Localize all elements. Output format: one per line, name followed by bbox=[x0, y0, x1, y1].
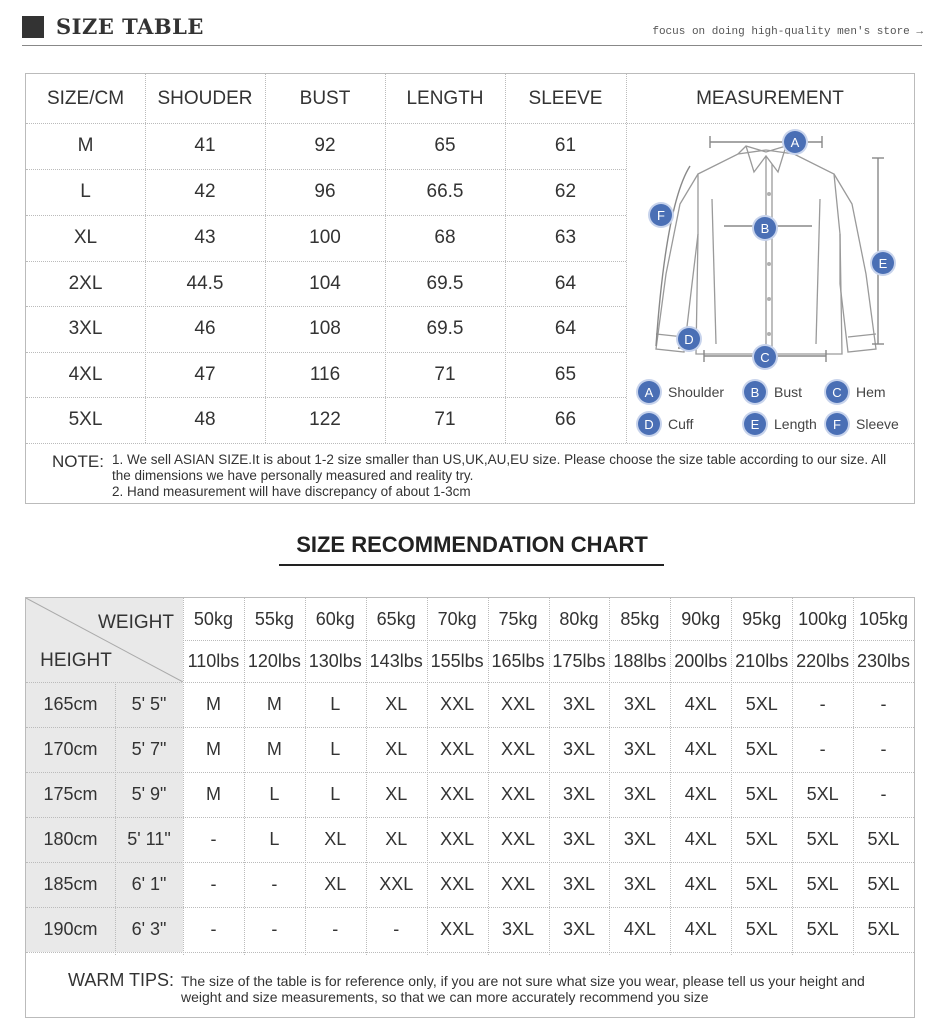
measurement-value: 64 bbox=[554, 272, 577, 294]
recommended-size-cell: 5XL bbox=[745, 739, 778, 759]
weight-lbs-header: 220lbs bbox=[796, 650, 850, 671]
legend-badge: E bbox=[744, 413, 766, 435]
recommended-size-cell: M bbox=[266, 739, 282, 759]
height-ft-label: 6' 1" bbox=[131, 874, 167, 894]
recommended-size-cell: 5XL bbox=[806, 919, 839, 939]
recommended-size-cell: XL bbox=[385, 739, 408, 759]
marker-b-badge: B bbox=[754, 217, 776, 239]
recommended-size-cell: - bbox=[393, 919, 400, 939]
measurement-value: 71 bbox=[434, 363, 456, 385]
legend-item-bust bbox=[744, 381, 802, 403]
size-table-header: BUST bbox=[299, 87, 351, 109]
page-title: SIZE TABLE bbox=[56, 14, 204, 39]
legend-item-hem bbox=[826, 381, 886, 403]
recommended-size-cell: 3XL bbox=[623, 784, 656, 804]
recommended-size-cell: L bbox=[330, 739, 341, 759]
legend-item-sleeve bbox=[826, 413, 899, 435]
measurement-value: 48 bbox=[194, 409, 216, 430]
store-tagline: focus on doing high-quality men's store → bbox=[652, 26, 923, 38]
measurement-value: 66 bbox=[554, 409, 577, 430]
shirt-icon bbox=[626, 124, 914, 384]
recommended-size-cell: - bbox=[819, 739, 826, 759]
recommended-size-cell: L bbox=[330, 784, 341, 804]
weight-lbs-header: 130lbs bbox=[308, 650, 362, 671]
column-divider bbox=[626, 74, 627, 443]
recommended-size-cell: 3XL bbox=[502, 919, 535, 939]
recommended-size-cell: XXL bbox=[501, 784, 536, 804]
weight-kg-header: 95kg bbox=[742, 608, 782, 629]
recommended-size-cell: M bbox=[205, 784, 221, 804]
recommended-size-cell: XXL bbox=[440, 739, 475, 759]
weight-lbs-header: 143lbs bbox=[369, 650, 423, 671]
size-table-header: SLEEVE bbox=[528, 87, 603, 109]
measurement-value: 68 bbox=[434, 227, 456, 248]
recommended-size-cell: 4XL bbox=[684, 919, 717, 939]
recommended-size-cell: 5XL bbox=[806, 784, 839, 804]
recommended-size-cell: 3XL bbox=[623, 874, 656, 894]
recommended-size-cell: 3XL bbox=[562, 919, 595, 939]
recommended-size-cell: 5XL bbox=[806, 829, 839, 849]
recommended-size-cell: M bbox=[205, 739, 221, 759]
measurement-value: 41 bbox=[194, 135, 216, 156]
weight-kg-header: 90kg bbox=[681, 608, 721, 629]
size-table-header: LENGTH bbox=[406, 87, 484, 109]
note-text bbox=[112, 452, 892, 500]
weight-kg-header: 55kg bbox=[254, 608, 294, 629]
recommended-size-cell: - bbox=[880, 694, 887, 714]
legend-badge: A bbox=[638, 381, 660, 403]
recommended-size-cell: 5XL bbox=[867, 829, 900, 849]
weight-lbs-header: 175lbs bbox=[552, 650, 606, 671]
measurement-value: 122 bbox=[309, 409, 341, 430]
recommendation-title-underline bbox=[279, 564, 664, 566]
weight-kg-header: 50kg bbox=[193, 608, 233, 629]
note-label: NOTE: bbox=[52, 452, 104, 471]
marker-e-badge: E bbox=[872, 252, 894, 274]
recommended-size-cell: 3XL bbox=[623, 694, 656, 714]
weight-lbs-header: 155lbs bbox=[430, 650, 484, 671]
height-cm-label: 165cm bbox=[43, 694, 98, 714]
recommended-size-cell: 4XL bbox=[684, 829, 717, 849]
row-divider bbox=[26, 443, 914, 444]
weight-lbs-header: 110lbs bbox=[187, 650, 240, 671]
size-label: 4XL bbox=[68, 363, 103, 385]
weight-lbs-header: 165lbs bbox=[491, 650, 545, 671]
weight-kg-header: 75kg bbox=[498, 608, 538, 629]
measurement-value: 62 bbox=[554, 181, 577, 202]
legend-item-length bbox=[744, 413, 817, 435]
recommended-size-cell: - bbox=[210, 829, 217, 849]
weight-kg-header: 100kg bbox=[798, 608, 848, 629]
measurement-value: 69.5 bbox=[426, 318, 464, 339]
legend-badge: D bbox=[638, 413, 660, 435]
size-recommendation-table bbox=[25, 597, 915, 1018]
tips-label: WARM TIPS: bbox=[68, 970, 175, 990]
recommended-size-cell: XXL bbox=[440, 829, 475, 849]
weight-lbs-header: 200lbs bbox=[674, 650, 728, 671]
measurement-value: 42 bbox=[194, 181, 216, 202]
size-table-header: MEASUREMENT bbox=[696, 87, 844, 109]
measurement-value: 47 bbox=[194, 363, 216, 385]
recommended-size-cell: 3XL bbox=[562, 829, 595, 849]
height-ft-label: 5' 11" bbox=[127, 829, 171, 849]
recommended-size-cell: 5XL bbox=[745, 919, 778, 939]
legend-badge: B bbox=[744, 381, 766, 403]
height-ft-label: 5' 9" bbox=[131, 784, 167, 804]
weight-lbs-header: 210lbs bbox=[735, 650, 789, 671]
recommended-size-cell: XL bbox=[385, 784, 408, 804]
legend-label: Hem bbox=[856, 384, 886, 400]
legend-item-shoulder bbox=[638, 381, 724, 403]
recommended-size-cell: - bbox=[210, 919, 217, 939]
recommended-size-cell: - bbox=[819, 694, 826, 714]
legend-item-cuff bbox=[638, 413, 693, 435]
recommended-size-cell: XXL bbox=[440, 874, 475, 894]
note-line-2: 2. Hand measurement will have discrepancy of about 1-3cm bbox=[112, 484, 471, 499]
marker-d-badge: D bbox=[678, 328, 700, 350]
measurement-value: 43 bbox=[194, 227, 216, 248]
measurement-value: 116 bbox=[309, 363, 341, 385]
row-divider bbox=[26, 952, 914, 953]
recommended-size-cell: XL bbox=[385, 694, 408, 714]
recommended-size-cell: 5XL bbox=[745, 694, 778, 714]
recommended-size-cell: M bbox=[205, 694, 221, 714]
height-cm-label: 180cm bbox=[43, 829, 98, 849]
recommended-size-cell: - bbox=[880, 739, 887, 759]
size-table bbox=[25, 73, 915, 504]
measurement-value: 44.5 bbox=[186, 272, 224, 294]
height-cm-label: 190cm bbox=[43, 919, 98, 939]
measurement-value: 66.5 bbox=[426, 181, 464, 202]
measurement-value: 65 bbox=[434, 135, 456, 156]
measurement-value: 92 bbox=[314, 135, 336, 156]
recommended-size-cell: 5XL bbox=[745, 784, 778, 804]
recommended-size-cell: XXL bbox=[501, 694, 536, 714]
height-cm-label: 170cm bbox=[43, 739, 98, 759]
weight-lbs-header: 230lbs bbox=[857, 650, 911, 671]
height-label: HEIGHT bbox=[40, 650, 112, 671]
measurement-value: 104 bbox=[309, 272, 341, 294]
recommended-size-cell: 3XL bbox=[562, 739, 595, 759]
recommended-size-cell: L bbox=[269, 784, 280, 804]
height-cm-label: 175cm bbox=[43, 784, 98, 804]
legend-label: Sleeve bbox=[856, 416, 899, 432]
recommended-size-cell: XL bbox=[385, 829, 408, 849]
height-ft-label: 5' 5" bbox=[131, 694, 167, 714]
recommended-size-cell: 4XL bbox=[623, 919, 656, 939]
size-label: 2XL bbox=[68, 272, 103, 294]
measurement-value: 65 bbox=[554, 363, 577, 385]
recommendation-title: SIZE RECOMMENDATION CHART bbox=[296, 532, 648, 557]
weight-kg-header: 105kg bbox=[859, 608, 909, 629]
recommended-size-cell: - bbox=[271, 874, 278, 894]
recommended-size-cell: 4XL bbox=[684, 784, 717, 804]
warm-tips bbox=[26, 955, 914, 1017]
recommended-size-cell: L bbox=[269, 829, 280, 849]
recommended-size-cell: 4XL bbox=[684, 874, 717, 894]
marker-c-badge: C bbox=[754, 346, 776, 368]
header-square-icon bbox=[22, 16, 44, 38]
recommended-size-cell: XXL bbox=[501, 874, 536, 894]
size-note bbox=[26, 443, 914, 503]
recommended-size-cell: - bbox=[210, 874, 217, 894]
recommended-size-cell: XXL bbox=[501, 739, 536, 759]
marker-a-badge: A bbox=[784, 131, 806, 153]
recommended-size-cell: 3XL bbox=[562, 874, 595, 894]
recommended-size-cell: 4XL bbox=[684, 694, 717, 714]
measurement-value: 71 bbox=[434, 409, 456, 430]
weight-kg-header: 60kg bbox=[315, 608, 355, 629]
size-label: 3XL bbox=[68, 318, 103, 339]
measurement-value: 69.5 bbox=[426, 272, 464, 294]
weight-lbs-header: 120lbs bbox=[247, 650, 301, 671]
recommended-size-cell: 5XL bbox=[745, 874, 778, 894]
recommended-size-cell: 5XL bbox=[806, 874, 839, 894]
recommended-size-cell: M bbox=[266, 694, 282, 714]
height-ft-label: 6' 3" bbox=[131, 919, 167, 939]
weight-kg-header: 85kg bbox=[620, 608, 660, 629]
size-table-header: SHOUDER bbox=[157, 87, 253, 109]
measurement-value: 96 bbox=[314, 181, 336, 202]
measurement-value: 64 bbox=[554, 318, 577, 339]
page-header bbox=[22, 14, 922, 48]
recommended-size-cell: XXL bbox=[440, 784, 475, 804]
legend-label: Shoulder bbox=[668, 384, 725, 400]
recommended-size-cell: XL bbox=[324, 829, 347, 849]
recommended-size-cell: 3XL bbox=[562, 784, 595, 804]
recommended-size-cell: XL bbox=[324, 874, 347, 894]
recommended-size-cell: XXL bbox=[501, 829, 536, 849]
recommended-size-cell: L bbox=[330, 694, 341, 714]
recommended-size-cell: 3XL bbox=[623, 829, 656, 849]
size-label: XL bbox=[73, 227, 98, 248]
size-table-header: SIZE/CM bbox=[46, 87, 125, 109]
column-divider bbox=[914, 598, 915, 955]
size-label: 5XL bbox=[68, 409, 103, 430]
measurement-value: 46 bbox=[194, 318, 216, 339]
header-divider bbox=[22, 45, 922, 46]
weight-lbs-header: 188lbs bbox=[613, 650, 667, 671]
legend-label: Bust bbox=[774, 384, 803, 400]
recommended-size-cell: - bbox=[332, 919, 339, 939]
note-line-1: 1. We sell ASIAN SIZE.It is about 1-2 size smaller than US,UK,AU,EU size. Please choose the size table according to our size. All the dimensions we have personally measured and reality try. bbox=[112, 452, 887, 483]
recommended-size-cell: 3XL bbox=[562, 694, 595, 714]
measurement-value: 100 bbox=[309, 227, 341, 248]
size-label: M bbox=[77, 135, 94, 156]
weight-label: WEIGHT bbox=[98, 612, 174, 633]
recommended-size-cell: 5XL bbox=[867, 874, 900, 894]
marker-f-badge: F bbox=[650, 204, 672, 226]
measurement-value: 108 bbox=[309, 318, 341, 339]
recommended-size-cell: 3XL bbox=[623, 739, 656, 759]
legend-label: Length bbox=[774, 416, 817, 432]
measurement-value: 63 bbox=[554, 227, 577, 248]
legend-label: Cuff bbox=[668, 416, 694, 432]
recommended-size-cell: XXL bbox=[440, 694, 475, 714]
recommended-size-cell: - bbox=[271, 919, 278, 939]
measurement-value: 61 bbox=[554, 135, 577, 156]
recommended-size-cell: 5XL bbox=[745, 829, 778, 849]
recommended-size-cell: - bbox=[880, 784, 887, 804]
recommended-size-cell: 5XL bbox=[867, 919, 900, 939]
weight-kg-header: 80kg bbox=[559, 608, 599, 629]
recommended-size-cell: XXL bbox=[379, 874, 414, 894]
size-label: L bbox=[80, 181, 91, 202]
legend-badge: F bbox=[826, 413, 848, 435]
recommended-size-cell: XXL bbox=[440, 919, 475, 939]
weight-kg-header: 65kg bbox=[376, 608, 416, 629]
height-ft-label: 5' 7" bbox=[131, 739, 167, 759]
height-cm-label: 185cm bbox=[43, 874, 98, 894]
recommended-size-cell: 4XL bbox=[684, 739, 717, 759]
legend-badge: C bbox=[826, 381, 848, 403]
weight-kg-header: 70kg bbox=[437, 608, 477, 629]
tips-text: The size of the table is for reference only, if you are not sure what size you wear, please tell us your height and weight and size measurements, so that we can more accurately recommend you size bbox=[181, 973, 865, 1005]
